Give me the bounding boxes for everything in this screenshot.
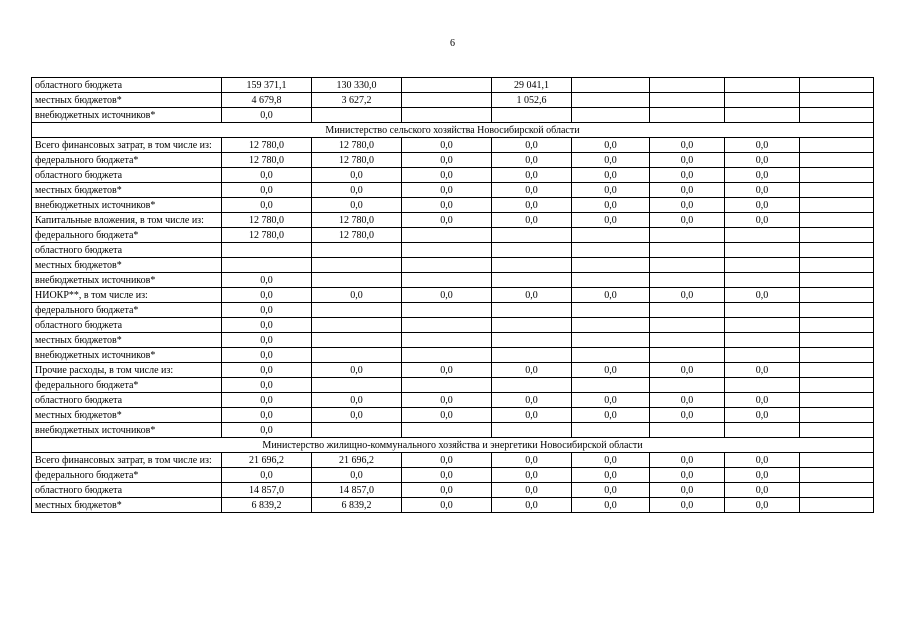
value-cell: 0,0 [222, 273, 312, 288]
value-cell: 0,0 [650, 453, 725, 468]
value-cell [725, 348, 800, 363]
row-label: Прочие расходы, в том числе из: [32, 363, 222, 378]
value-cell: 0,0 [222, 288, 312, 303]
value-cell [800, 288, 874, 303]
value-cell: 0,0 [492, 213, 572, 228]
value-cell: 0,0 [312, 363, 402, 378]
value-cell [572, 258, 650, 273]
value-cell: 0,0 [650, 408, 725, 423]
value-cell: 0,0 [222, 348, 312, 363]
section-header-row [32, 438, 874, 453]
value-cell: 0,0 [222, 303, 312, 318]
table-row [32, 78, 874, 93]
value-cell: 0,0 [222, 108, 312, 123]
value-cell [222, 243, 312, 258]
value-cell: 0,0 [572, 183, 650, 198]
value-cell: 14 857,0 [312, 483, 402, 498]
value-cell: 0,0 [725, 198, 800, 213]
row-label: местных бюджетов* [32, 498, 222, 513]
value-cell: 12 780,0 [222, 213, 312, 228]
value-cell [800, 318, 874, 333]
value-cell: 0,0 [650, 153, 725, 168]
value-cell [800, 453, 874, 468]
value-cell [800, 258, 874, 273]
value-cell: 0,0 [725, 288, 800, 303]
value-cell [650, 243, 725, 258]
value-cell: 0,0 [572, 288, 650, 303]
value-cell [650, 333, 725, 348]
row-label: Всего финансовых затрат, в том числе из: [32, 138, 222, 153]
row-label: областного бюджета [32, 393, 222, 408]
table-row [32, 333, 874, 348]
value-cell [222, 258, 312, 273]
value-cell: 0,0 [725, 393, 800, 408]
row-label: местных бюджетов* [32, 93, 222, 108]
row-label: областного бюджета [32, 243, 222, 258]
value-cell [725, 378, 800, 393]
value-cell: 0,0 [650, 498, 725, 513]
row-label: внебюджетных источников* [32, 423, 222, 438]
value-cell: 0,0 [312, 288, 402, 303]
value-cell [572, 303, 650, 318]
value-cell [650, 258, 725, 273]
value-cell: 0,0 [492, 183, 572, 198]
value-cell: 29 041,1 [492, 78, 572, 93]
value-cell [800, 198, 874, 213]
value-cell: 0,0 [492, 393, 572, 408]
row-label: областного бюджета [32, 78, 222, 93]
table-row [32, 138, 874, 153]
row-label: Капитальные вложения, в том числе из: [32, 213, 222, 228]
value-cell [800, 483, 874, 498]
table-row [32, 363, 874, 378]
row-label: Всего финансовых затрат, в том числе из: [32, 453, 222, 468]
table-row [32, 168, 874, 183]
value-cell: 0,0 [650, 198, 725, 213]
value-cell [725, 318, 800, 333]
value-cell: 12 780,0 [222, 228, 312, 243]
value-cell: 0,0 [492, 483, 572, 498]
value-cell [312, 108, 402, 123]
value-cell [650, 423, 725, 438]
row-label: областного бюджета [32, 168, 222, 183]
value-cell: 159 371,1 [222, 78, 312, 93]
value-cell: 0,0 [725, 468, 800, 483]
value-cell: 0,0 [402, 468, 492, 483]
row-label: областного бюджета [32, 483, 222, 498]
table-row [32, 468, 874, 483]
value-cell [725, 258, 800, 273]
value-cell: 0,0 [572, 213, 650, 228]
value-cell [572, 378, 650, 393]
value-cell [402, 108, 492, 123]
value-cell: 0,0 [650, 183, 725, 198]
value-cell: 12 780,0 [312, 138, 402, 153]
value-cell: 0,0 [402, 288, 492, 303]
table-row [32, 273, 874, 288]
value-cell: 0,0 [650, 168, 725, 183]
value-cell: 0,0 [725, 153, 800, 168]
value-cell: 0,0 [312, 468, 402, 483]
row-label: местных бюджетов* [32, 258, 222, 273]
value-cell [492, 318, 572, 333]
value-cell [800, 363, 874, 378]
value-cell [800, 228, 874, 243]
value-cell [312, 243, 402, 258]
value-cell [725, 93, 800, 108]
value-cell [725, 273, 800, 288]
value-cell: 0,0 [725, 168, 800, 183]
value-cell: 21 696,2 [312, 453, 402, 468]
value-cell [312, 423, 402, 438]
value-cell: 0,0 [650, 363, 725, 378]
value-cell: 0,0 [725, 483, 800, 498]
value-cell: 0,0 [222, 318, 312, 333]
value-cell [402, 333, 492, 348]
value-cell [800, 93, 874, 108]
value-cell: 0,0 [572, 408, 650, 423]
value-cell [650, 303, 725, 318]
table-row [32, 453, 874, 468]
value-cell: 0,0 [572, 468, 650, 483]
value-cell [312, 348, 402, 363]
value-cell [650, 318, 725, 333]
table-row [32, 378, 874, 393]
value-cell: 0,0 [650, 393, 725, 408]
value-cell [725, 423, 800, 438]
value-cell: 0,0 [492, 198, 572, 213]
value-cell [800, 498, 874, 513]
financing-table [31, 77, 874, 513]
value-cell [572, 333, 650, 348]
value-cell [492, 423, 572, 438]
table-row [32, 228, 874, 243]
value-cell: 0,0 [402, 408, 492, 423]
value-cell: 0,0 [572, 153, 650, 168]
table-row [32, 258, 874, 273]
value-cell [725, 228, 800, 243]
value-cell: 0,0 [492, 498, 572, 513]
value-cell [572, 243, 650, 258]
value-cell: 14 857,0 [222, 483, 312, 498]
value-cell [402, 378, 492, 393]
page-number: 6 [450, 38, 455, 49]
value-cell: 0,0 [572, 498, 650, 513]
value-cell [492, 333, 572, 348]
table-row [32, 108, 874, 123]
value-cell: 0,0 [492, 138, 572, 153]
value-cell [650, 348, 725, 363]
value-cell: 0,0 [572, 453, 650, 468]
value-cell [402, 78, 492, 93]
value-cell: 0,0 [650, 213, 725, 228]
value-cell [800, 408, 874, 423]
value-cell: 0,0 [572, 393, 650, 408]
row-label: местных бюджетов* [32, 408, 222, 423]
value-cell: 0,0 [492, 363, 572, 378]
value-cell: 0,0 [572, 198, 650, 213]
table-row [32, 483, 874, 498]
value-cell [725, 108, 800, 123]
row-label: федерального бюджета* [32, 378, 222, 393]
value-cell: 0,0 [402, 183, 492, 198]
value-cell: 0,0 [312, 408, 402, 423]
value-cell [402, 318, 492, 333]
value-cell: 0,0 [222, 423, 312, 438]
value-cell: 3 627,2 [312, 93, 402, 108]
value-cell [402, 93, 492, 108]
value-cell [402, 303, 492, 318]
value-cell: 0,0 [402, 153, 492, 168]
table-row [32, 498, 874, 513]
value-cell: 0,0 [572, 138, 650, 153]
row-label: внебюджетных источников* [32, 198, 222, 213]
table-row [32, 288, 874, 303]
value-cell: 0,0 [492, 168, 572, 183]
value-cell [800, 108, 874, 123]
value-cell [492, 258, 572, 273]
value-cell [650, 108, 725, 123]
value-cell [800, 273, 874, 288]
row-label: внебюджетных источников* [32, 273, 222, 288]
value-cell [650, 228, 725, 243]
value-cell: 0,0 [725, 408, 800, 423]
value-cell: 21 696,2 [222, 453, 312, 468]
value-cell: 0,0 [222, 168, 312, 183]
value-cell [492, 303, 572, 318]
value-cell [800, 348, 874, 363]
value-cell [572, 273, 650, 288]
row-label: местных бюджетов* [32, 183, 222, 198]
row-label: местных бюджетов* [32, 333, 222, 348]
value-cell [572, 93, 650, 108]
value-cell: 0,0 [402, 498, 492, 513]
value-cell: 0,0 [402, 213, 492, 228]
value-cell [725, 243, 800, 258]
value-cell [800, 243, 874, 258]
value-cell [650, 378, 725, 393]
value-cell: 0,0 [650, 288, 725, 303]
row-label: НИОКР**, в том числе из: [32, 288, 222, 303]
value-cell [492, 378, 572, 393]
value-cell: 0,0 [402, 453, 492, 468]
value-cell: 130 330,0 [312, 78, 402, 93]
value-cell [650, 273, 725, 288]
value-cell: 0,0 [725, 498, 800, 513]
value-cell: 12 780,0 [312, 153, 402, 168]
value-cell [800, 333, 874, 348]
value-cell [650, 93, 725, 108]
value-cell: 0,0 [222, 333, 312, 348]
value-cell: 12 780,0 [222, 153, 312, 168]
value-cell: 0,0 [572, 363, 650, 378]
value-cell [725, 303, 800, 318]
value-cell: 12 780,0 [312, 228, 402, 243]
value-cell: 0,0 [650, 138, 725, 153]
value-cell: 0,0 [402, 483, 492, 498]
row-label: внебюджетных источников* [32, 348, 222, 363]
value-cell: 0,0 [492, 288, 572, 303]
row-label: внебюджетных источников* [32, 108, 222, 123]
value-cell: 0,0 [222, 183, 312, 198]
value-cell: 0,0 [725, 138, 800, 153]
row-label: областного бюджета [32, 318, 222, 333]
value-cell: 0,0 [312, 393, 402, 408]
value-cell: 0,0 [312, 198, 402, 213]
table-row [32, 393, 874, 408]
table-row [32, 93, 874, 108]
value-cell: 0,0 [492, 408, 572, 423]
value-cell [800, 468, 874, 483]
table-row [32, 213, 874, 228]
value-cell: 0,0 [222, 468, 312, 483]
value-cell: 0,0 [402, 198, 492, 213]
value-cell: 0,0 [572, 168, 650, 183]
value-cell: 0,0 [725, 453, 800, 468]
section-header-row [32, 123, 874, 138]
value-cell [572, 78, 650, 93]
value-cell: 0,0 [222, 378, 312, 393]
table-row [32, 243, 874, 258]
value-cell [312, 318, 402, 333]
value-cell [492, 228, 572, 243]
value-cell [492, 108, 572, 123]
value-cell [402, 273, 492, 288]
value-cell [402, 423, 492, 438]
value-cell [800, 423, 874, 438]
value-cell: 0,0 [492, 453, 572, 468]
value-cell [800, 303, 874, 318]
row-label: федерального бюджета* [32, 468, 222, 483]
value-cell [800, 153, 874, 168]
table-row [32, 348, 874, 363]
value-cell [312, 378, 402, 393]
value-cell [572, 108, 650, 123]
value-cell: 0,0 [725, 183, 800, 198]
value-cell: 0,0 [402, 363, 492, 378]
value-cell [725, 333, 800, 348]
value-cell [312, 258, 402, 273]
value-cell [312, 333, 402, 348]
value-cell: 0,0 [222, 393, 312, 408]
row-label: федерального бюджета* [32, 153, 222, 168]
table-row [32, 303, 874, 318]
value-cell [572, 228, 650, 243]
value-cell: 0,0 [725, 213, 800, 228]
value-cell [572, 318, 650, 333]
value-cell [725, 78, 800, 93]
value-cell: 4 679,8 [222, 93, 312, 108]
value-cell: 0,0 [492, 468, 572, 483]
value-cell: 0,0 [402, 393, 492, 408]
value-cell: 0,0 [222, 198, 312, 213]
value-cell: 0,0 [222, 363, 312, 378]
value-cell [800, 183, 874, 198]
value-cell: 0,0 [725, 363, 800, 378]
table-row [32, 198, 874, 213]
value-cell [800, 393, 874, 408]
value-cell [572, 348, 650, 363]
table-row [32, 408, 874, 423]
value-cell: 0,0 [312, 183, 402, 198]
value-cell [492, 273, 572, 288]
section-title: Министерство сельского хозяйства Новосибирской области [32, 123, 874, 138]
value-cell: 0,0 [402, 138, 492, 153]
value-cell [650, 78, 725, 93]
value-cell [312, 273, 402, 288]
table-row [32, 318, 874, 333]
value-cell [402, 243, 492, 258]
value-cell [800, 168, 874, 183]
value-cell [572, 423, 650, 438]
value-cell: 0,0 [492, 153, 572, 168]
value-cell [800, 78, 874, 93]
value-cell [492, 348, 572, 363]
value-cell: 12 780,0 [222, 138, 312, 153]
section-title: Министерство жилищно-коммунального хозяйства и энергетики Новосибирской области [32, 438, 874, 453]
value-cell: 0,0 [650, 468, 725, 483]
table-row [32, 423, 874, 438]
table-row [32, 153, 874, 168]
value-cell [402, 258, 492, 273]
value-cell [492, 243, 572, 258]
value-cell: 1 052,6 [492, 93, 572, 108]
value-cell: 6 839,2 [222, 498, 312, 513]
value-cell: 6 839,2 [312, 498, 402, 513]
value-cell: 0,0 [402, 168, 492, 183]
value-cell [800, 138, 874, 153]
value-cell [402, 348, 492, 363]
value-cell: 12 780,0 [312, 213, 402, 228]
row-label: федерального бюджета* [32, 228, 222, 243]
table-body [32, 78, 874, 513]
value-cell: 0,0 [650, 483, 725, 498]
value-cell: 0,0 [572, 483, 650, 498]
value-cell [312, 303, 402, 318]
value-cell: 0,0 [312, 168, 402, 183]
value-cell [402, 228, 492, 243]
row-label: федерального бюджета* [32, 303, 222, 318]
table-row [32, 183, 874, 198]
value-cell [800, 378, 874, 393]
value-cell: 0,0 [222, 408, 312, 423]
value-cell [800, 213, 874, 228]
